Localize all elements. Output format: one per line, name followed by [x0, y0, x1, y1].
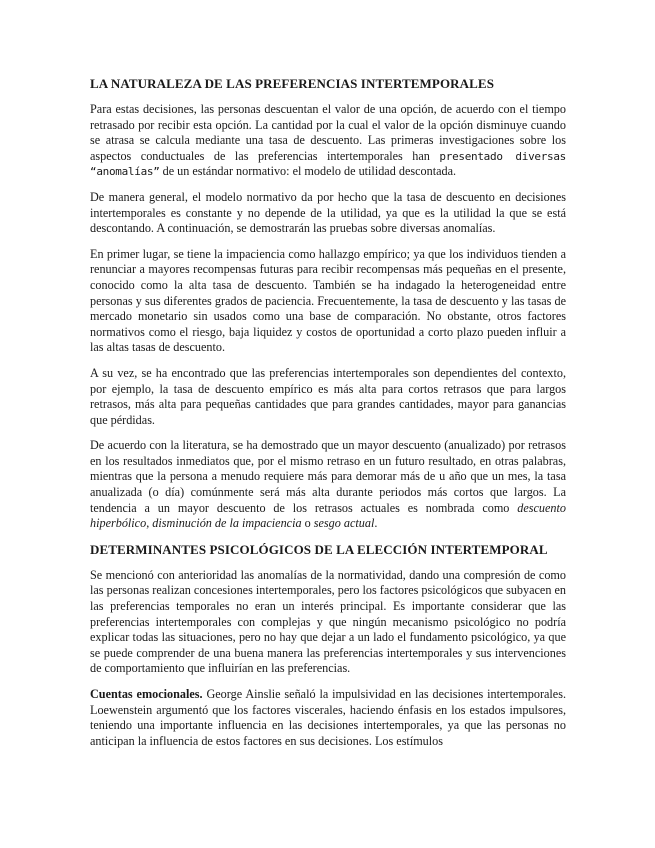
document-body: [90, 76, 566, 759]
anomalias-phrase: presentado diversas “anomalías”: [90, 149, 567, 179]
section-heading-determinants: DETERMINANTES PSICOLÓGICOS DE LA ELECCIÓN INTERTEMPORAL: [90, 541, 548, 557]
paragraph-intro-text: Para estas decisiones, las personas descuentan el valor de una opción, de acuerdo con el tiempo retrasado por recibir esta opción. La cantidad por la cual el valor de la opción disminuye cuando se atrasa se calcula mediante una tasa de descuento. Las primeras investigaciones sobre los aspectos conductuales de las preferencias intertemporales han: [90, 102, 566, 163]
paragraph-intro: [90, 102, 566, 180]
term-present-bias: sesgo actual: [313, 516, 375, 531]
section-heading-nature: LA NATURALEZA DE LAS PREFERENCIAS INTERTEMPORALES: [90, 76, 495, 91]
separator-1: ,: [146, 516, 153, 531]
paragraph-intro-end: de un estándar normativo: el modelo de utilidad descontada.: [159, 164, 457, 179]
paragraph-hyperbolic: [90, 438, 566, 532]
paragraph-determinants: Se mencionó con anterioridad las anomalías de la normatividad, dando una compresión de como las personas realizan concesiones intertemporales, pero los factores psicológicos que subyacen en las preferencias temporales no eran un interés principal. Es importante considerar que las preferencias intertemporales con complejas y que ningún mecanismo psicológico no podría explicar todas las situaciones, pero no hay que dejar a un lado el fundamento psicológico, ya que se puede comprender de una buena manera las preferencias intertemporales y sus intervenciones de comportamiento que influirían en las preferencias.: [90, 567, 566, 676]
paragraph-hyperbolic-text: De acuerdo con la literatura, se ha demostrado que un mayor descuento (anualizado) por retrasos en los resultados inmediatos que, por el mismo retraso en un futuro resultado, en otras palabras, mientras que la persona a menudo requiere más para demorar más de u año que un mes, la tasa anualizada (o día) comúnmente será más alta durante periodos más cortos que largos. La tendencia a un mayor descuento de los retrasos actuales es nombrada como: [90, 438, 566, 515]
paragraph-emotional-accounts: [90, 687, 566, 749]
separator-2: o: [301, 516, 314, 531]
paragraph-normative-model: De manera general, el modelo normativo da por hecho que la tasa de descuento en decisiones intertemporales es constante y no depende de la utilidad, ya que es la utilidad la que se está descontando. A continuación, se demostrarán las pruebas sobre diversas anomalías.: [90, 189, 566, 236]
term-decreasing-impatience: disminución de la impaciencia: [152, 516, 302, 531]
period: .: [374, 516, 378, 531]
term-emotional-accounts: Cuentas emocionales.: [90, 687, 203, 701]
paragraph-context: A su vez, se ha encontrado que las preferencias intertemporales son dependientes del contexto, por ejemplo, la tasa de descuento empírico es más alta para cortos retrasos que para largos retrasos, más alta para pequeñas cantidades que para grandes cantidades, mayor para ganancias que pérdidas.: [90, 365, 566, 427]
paragraph-emotional-accounts-text: George Ainslie señaló la impulsividad en las decisiones intertemporales. Loewenstein argumentó que los factores viscerales, haciendo énfasis en los estados impulsores, teniendo una importante influencia en las decisiones intertemporales, ya que las personas no anticipan la influencia de estos factores en sus decisiones. Los estímulos: [90, 687, 566, 748]
term-hyperbolic-discount: descuento hiperbólico: [90, 500, 566, 531]
paragraph-impatience: En primer lugar, se tiene la impaciencia como hallazgo empírico; ya que los individuos tienden a renunciar a mayores recompensas futuras para recibir recompensas más pequeñas en el presente, conocido como la alta tasa de descuento. También se ha indagado la heterogeneidad entre personas y sus diferentes grados de paciencia. Frecuentemente, la tasa de descuento y las tasas de mercado monetario sin usados como una base de comparación. No obstante, otros factores normativos como el riesgo, baja liquidez y costos de oportunidad a corto plazo pueden influir a las altas tasas de descuento.: [90, 246, 566, 355]
